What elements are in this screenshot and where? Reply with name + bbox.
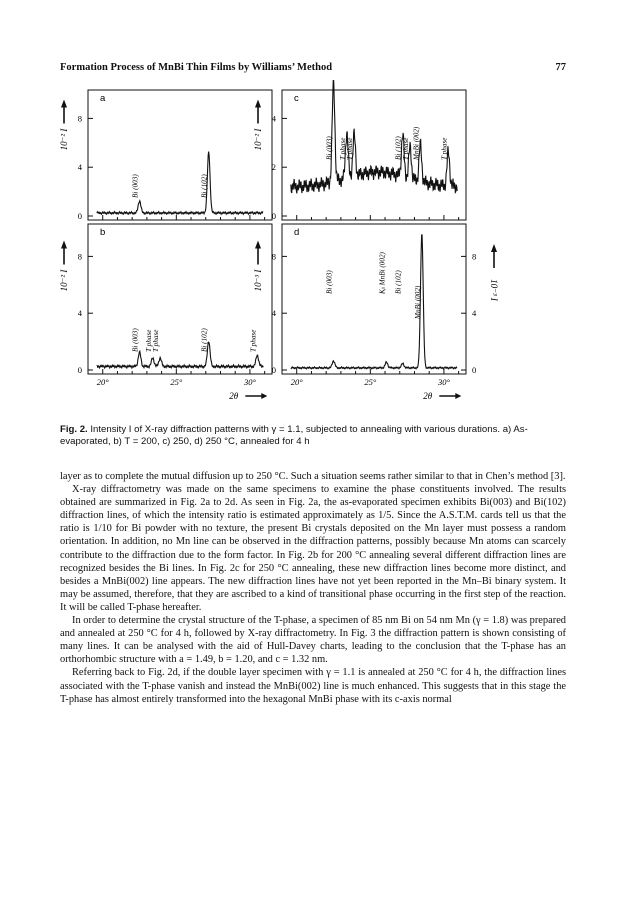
panel-b-peak-label: Bi (003): [131, 328, 140, 352]
panel-b-ytick-label: 8: [77, 251, 82, 262]
panel-d-xtick-label: 25°: [364, 377, 377, 387]
panel-d-peak-label: Kᵦ MnBi (002): [378, 252, 387, 294]
panel-d-peak-label: MnBi (002): [413, 285, 422, 319]
panel-d-ytick-label-right: 0: [472, 365, 477, 375]
panel-b-xtick-label: 30°: [243, 377, 256, 387]
panel-c-ytick-label: 0: [271, 211, 276, 221]
panel-d-yaxis-arrowhead-right: [491, 244, 497, 252]
panel-c-letter: c: [294, 93, 299, 104]
panel-c-ytick-label: 2: [271, 162, 276, 173]
panel-d-ytick-label-right: 4: [472, 308, 477, 319]
panel-a-ytick-label: 8: [77, 113, 82, 124]
panel-c-peak-label: T phase: [440, 137, 449, 160]
running-head: [60, 62, 566, 78]
panel-b-frame: [88, 224, 272, 374]
panel-c-frame: [282, 90, 466, 220]
figure-2-svg: [40, 80, 590, 420]
panel-d-peak-label: Bi (003): [325, 270, 334, 294]
panel-a-ytick-label: 4: [77, 162, 82, 173]
panel-d-yaxis-label: 10⁻³ I: [253, 269, 263, 292]
panel-b-peak-label: T phase: [144, 329, 153, 352]
panel-b-xaxis-label: 2θ: [229, 391, 239, 401]
panel-d-xaxis-label: 2θ: [423, 391, 433, 401]
panel-a-peak-label: Bi (003): [131, 174, 140, 198]
panel-a-ytick-label: 0: [77, 211, 82, 221]
panel-c-peak-label: Bi (003): [325, 136, 334, 160]
figure-caption: [60, 424, 566, 448]
paragraph-2: X-ray diffractometry was made on the same specimens to examine the phase constituents involved. The results obtained are summarized in Fig. 2a to 2d. As seen in Fig. 2a, the as-evaporated specimen exhibits Bi(003) and Bi(102) diffraction lines, of which the intensity ratio is estimated approximately as 1/5. Since the A.S.T.M. cards tell us that the ratio is 1/10 for Bi powder with no texture, the present Bi crystals deposited on the Mn layer must possess a random orientation. In addition, no Mn line can be observed in the diffraction patterns, possibly because Mn atoms can scarcely contribute to the diffraction due to the form factor. In Fig. 2b for 200 °C annealing several different diffraction lines are recognized besides the Bi lines. In Fig. 2c for 250 °C annealing, these new diffraction lines become more distinct, and besides a MnBi(002) line appears. The new diffraction lines have not yet been reported in the Mn–Bi binary system. It may be assumed, therefore, that they are ascribed to a kind of transitional phase occurring in the first step of the reaction. It will be called T-phase hereafter.: [60, 484, 566, 613]
panel-c-peak-label: MnBi (002): [412, 126, 421, 160]
panel-c-peak-label: Bi (102): [394, 136, 403, 160]
body-text: [60, 470, 566, 706]
panel-b-yaxis-arrowhead: [61, 241, 67, 249]
panel-b-peak-label: T phase: [152, 329, 161, 352]
panel-c-peak-label: T phase: [402, 137, 411, 160]
panel-b-diffraction-trace: [97, 342, 263, 368]
running-title: Formation Process of MnBi Thin Films by Williams’ Method: [60, 62, 333, 73]
paragraph-1: layer as to complete the mutual diffusion up to 250 °C. Such a situation seems rather similar to that in Chen’s method [3].: [60, 471, 566, 482]
panel-d-xtick-label: 30°: [437, 377, 450, 387]
panel-d-frame: [282, 224, 466, 374]
panel-d-yaxis-label-right: 10⁻³ I: [489, 279, 499, 301]
panel-d-ytick-label: 0: [271, 365, 276, 375]
panel-d-yaxis-arrowhead: [255, 241, 261, 249]
panel-b-xtick-label: 20°: [96, 377, 109, 387]
panel-b-ytick-label: 0: [77, 365, 82, 375]
panel-b-letter: b: [100, 227, 106, 238]
panel-d-letter: d: [294, 227, 300, 238]
panel-d-ytick-label: 4: [271, 308, 276, 319]
paragraph-3: In order to determine the crystal structure of the T-phase, a specimen of 85 nm Bi on 54 nm Mn (γ = 1.8) was prepared and annealed at 250 °C for 4 h, followed by X-ray diffractometry. In Fig. 3 the diffraction pattern is shown consisting of many lines. It can be analysed with the aid of Hull-Davey charts, leading to the conclusion that the T-phase has an orthorhombic structure with a = 1.49, b = 1.20, and c = 1.32 nm.: [60, 615, 566, 666]
panel-c-ytick-label: 4: [271, 113, 276, 124]
figure-caption-label: Fig. 2.: [60, 424, 88, 435]
page-number: 77: [555, 62, 566, 73]
panel-b-peak-label: Bi (102): [200, 328, 209, 352]
panel-d-diffraction-trace: [291, 234, 457, 369]
panel-a-frame: [88, 90, 272, 220]
xaxis-arrowhead: [455, 393, 461, 399]
panel-b-xtick-label: 25°: [170, 377, 183, 387]
xaxis-arrowhead: [261, 393, 267, 399]
panel-c-yaxis-label: 10⁻² I: [253, 128, 263, 151]
panel-c-yaxis-arrowhead: [255, 100, 261, 108]
panel-a-letter: a: [100, 93, 106, 104]
figure-caption-text: Intensity I of X-ray diffraction patterns with γ = 1.1, subjected to annealing with various durations. a) As-evaporated, b) T = 200, c) 250, d) 250 °C, annealed for 4 h: [60, 424, 528, 448]
panel-a-peak-label: Bi (102): [200, 174, 209, 198]
panel-a-yaxis-label: 10⁻² I: [59, 128, 69, 151]
panel-d-ytick-label-right: 8: [472, 251, 477, 262]
panel-b-yaxis-label: 10⁻² I: [59, 269, 69, 292]
figure-2: [40, 80, 590, 420]
panel-c-diffraction-trace: [291, 80, 457, 193]
panel-a-yaxis-arrowhead: [61, 100, 67, 108]
paragraph-4: Referring back to Fig. 2d, if the double layer specimen with γ = 1.1 is annealed at 250 °C for 4 h, the diffraction lines associated with the T-phase vanish and instead the MnBi(002) line is much enhanced. This suggests that in this stage the T-phase has almost entirely transformed into the hexagonal MnBi phase with its c-axis normal: [60, 667, 566, 705]
panel-b-ytick-label: 4: [77, 308, 82, 319]
panel-d-xtick-label: 20°: [290, 377, 303, 387]
panel-c-peak-label: T phase: [346, 137, 355, 160]
panel-c-peak-label: T phase: [338, 137, 347, 160]
panel-d-peak-label: Bi (102): [394, 270, 403, 294]
panel-b-peak-label: T phase: [249, 329, 258, 352]
panel-d-ytick-label: 8: [271, 251, 276, 262]
panel-a-diffraction-trace: [97, 152, 263, 215]
